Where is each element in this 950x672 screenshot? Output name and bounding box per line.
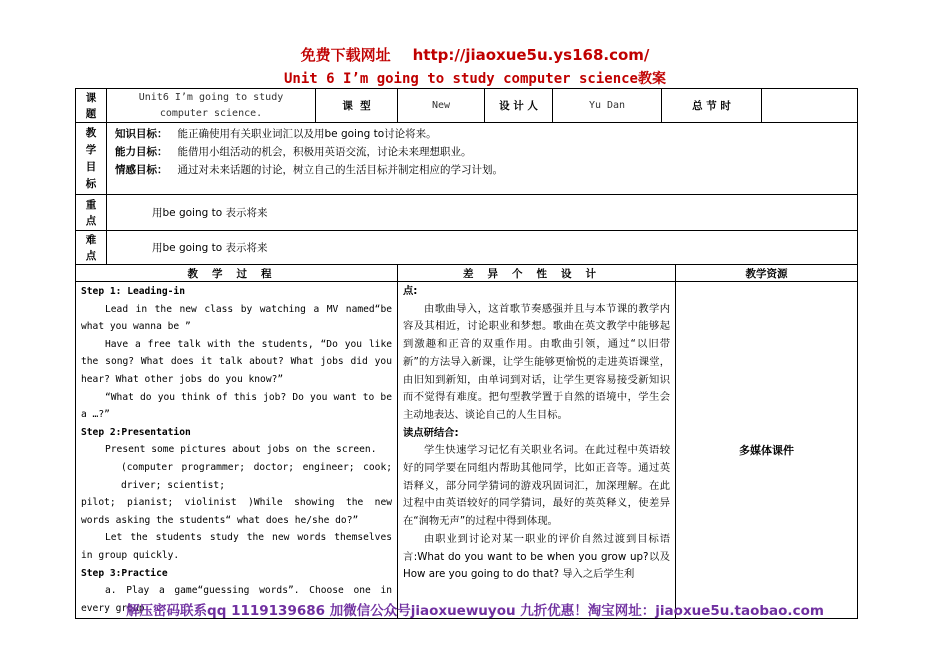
document-title: Unit 6 I’m going to study computer science教案	[283, 71, 666, 87]
goals-label: 教 学 目 标	[76, 123, 107, 195]
knowledge-text: 能正确使用有关职业词汇以及用be going to讨论将来。	[177, 128, 437, 140]
step2-paragraph: (computer programmer; doctor; engineer; cook; driver; scientist;	[121, 461, 392, 491]
banner-url-link[interactable]: http://jiaoxue5u.ys168.com/	[412, 46, 650, 64]
lesson-plan-table	[75, 88, 858, 619]
process-column-header: 教学过程	[76, 265, 398, 282]
step1-paragraph: Lead in the new class by watching a MV named“be what you wanna be ”	[81, 303, 392, 333]
type-label: 课 型	[316, 89, 398, 123]
differentiation-cell	[398, 282, 676, 619]
teaching-process-cell	[76, 282, 398, 619]
step1-paragraph: Have a free talk with the students, “Do you like the song? What does it talk about? What jobs did you hear? What other jobs do you know?”	[81, 338, 392, 385]
info-row	[76, 89, 858, 123]
step1-paragraph: “What do you think of this job? Do you want to be a …?”	[81, 391, 392, 421]
ability-label: 能力目标：	[115, 146, 168, 158]
resources-column-header: 教学资源	[676, 265, 858, 282]
step2-paragraph: Let the students study the new words themselves in group quickly.	[81, 532, 392, 561]
reading-label: 读点研结合:	[403, 426, 459, 439]
differentiation-paragraph: 学生快速学习记忆有关职业名词。在此过程中英语较好的同学要在同组内帮助其他同学，比如正音等。通过英语释义，部分同学猜词的游戏巩固词汇，加深理解。在此过程中由英语较好的同学猜词，最好的英英释义，使差异在“润物无声”的过程中得到体现。	[403, 444, 670, 528]
key-point-row	[76, 195, 858, 231]
emotion-text: 通过对未来话题的讨论，树立自己的生活目标并制定相应的学习计划。	[177, 164, 503, 176]
goals-content	[107, 123, 858, 195]
banner-label: 免费下载网址	[300, 46, 391, 64]
point-label: 点:	[403, 285, 418, 297]
knowledge-label: 知识目标：	[115, 128, 168, 140]
step2-title: Step 2:Presentation	[81, 426, 191, 438]
differentiation-paragraph: 由歌曲导入，这首歌节奏感强并且与本节课的教学内容及其相近，讨论职业和梦想。歌曲在英文教学中能够起到激趣和正音的双重作用。由歌曲引领，通过“以旧带新”的方法导入新课，让学生能够更愉悦的走进英语课堂，由旧知到新知，由单词到对话，让学生更容易接受新知识而不觉得有难度。把句型教学置于自然的语境中，学生会主动地表达、谈论自己的人生目标。	[403, 302, 670, 421]
topic-label: 课 题	[76, 89, 107, 123]
type-value: New	[398, 89, 485, 123]
step1-title: Step 1: Leading-in	[81, 286, 185, 297]
footer-banner: 解压密码联系qq 1119139686 加微信公众号jiaoxuewuyou 九折优惠！淘宝网址：jiaoxue5u.taobao.com	[126, 603, 824, 619]
ability-text: 能借用小组活动的机会，积极用英语交流，讨论未来理想职业。	[177, 146, 472, 158]
differentiation-column-header: 差异个性设计	[398, 265, 676, 282]
designer-label: 设 计 人	[485, 89, 553, 123]
step3-paragraph: a. Play a game“guessing words”. Choose one in every group	[81, 585, 392, 614]
key-point-text: 用be going to 表示将来	[107, 195, 858, 231]
difficulty-text: 用be going to 表示将来	[107, 231, 858, 265]
emotion-label: 情感目标：	[115, 164, 168, 176]
goals-row	[76, 123, 858, 195]
periods-label: 总 节 时	[662, 89, 762, 123]
resources-cell: 多媒体课件	[676, 282, 858, 619]
step2-paragraph: pilot; pianist; violinist )While showing the new words asking the students“ what does he/she do?”	[81, 497, 392, 526]
download-banner	[0, 44, 950, 65]
key-point-label: 重 点	[76, 195, 107, 231]
topic-value: Unit6 I’m going to study computer science.	[107, 89, 316, 123]
step3-title: Step 3:Practice	[81, 567, 168, 579]
difficulty-label: 难 点	[76, 231, 107, 265]
designer-value: Yu Dan	[553, 89, 662, 123]
content-row	[76, 282, 858, 619]
difficulty-row	[76, 231, 858, 265]
column-header-row	[76, 265, 858, 282]
differentiation-paragraph: 由职业到讨论对某一职业的评价自然过渡到目标语言:What do you want to be when you grow up?以及How are you going to do that? 导入之后学生利	[403, 532, 670, 581]
periods-value	[762, 89, 858, 123]
step2-paragraph: Present some pictures about jobs on the screen.	[105, 444, 377, 456]
